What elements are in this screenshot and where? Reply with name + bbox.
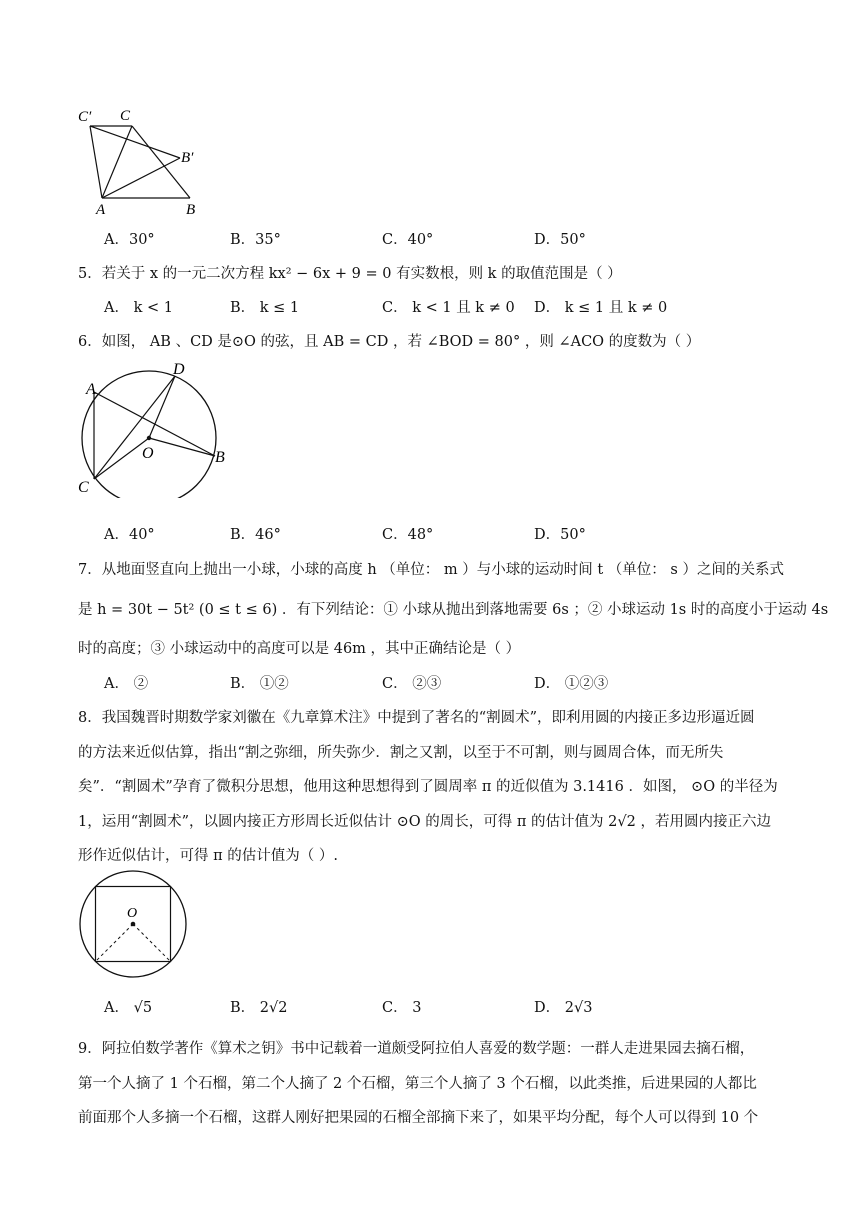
label-c: C: [78, 479, 89, 496]
q7-option-d: D． ①②③: [534, 676, 609, 692]
q7-line-1: 7．从地面竖直向上抛出一小球，小球的高度 h （单位： m ）与小球的运动时间 t （单位： s ）之间的关系式: [78, 562, 784, 578]
q6-stem: 6．如图， AB 、CD 是⊙O 的弦，且 AB = CD ，若 ∠BOD = 80° ，则 ∠ACO 的度数为（ ）: [78, 334, 701, 350]
q8-line-3: 矣”．“割圆术”孕育了微积分思想，他用这种思想得到了圆周率 π 的近似值为 3.1416 ．如图， ⊙O 的半径为: [78, 779, 778, 795]
q7-option-b: B． ①②: [230, 676, 289, 692]
q7-line-2: 是 h = 30t − 5t² (0 ≤ t ≤ 6) ．有下列结论：① 小球从抛出到落地需要 6s ；② 小球运动 1s 时的高度小于运动 4s: [78, 602, 829, 618]
q6-option-d: D．50°: [534, 527, 586, 543]
label-a: A: [96, 202, 106, 216]
q5-option-d: D． k ≤ 1 且 k ≠ 0: [534, 300, 668, 316]
q9-line-1: 9．阿拉伯数学著作《算术之钥》书中记载着一道颇受阿拉伯人喜爱的数学题：一群人走进果园去摘石榴，: [78, 1041, 755, 1057]
q4-option-c: C．40°: [382, 232, 434, 248]
q6-option-a: A．40°: [104, 527, 155, 543]
label-o: O: [127, 906, 138, 921]
q6-option-b: B．46°: [230, 527, 281, 543]
q8-line-4: 1，运用“割圆术”，以圆内接正方形周长近似估计 ⊙O 的周长，可得 π 的估计值为 2√2 ，若用圆内接正六边: [78, 814, 771, 830]
label-c: C: [120, 108, 131, 124]
q8-option-a: A． √5: [104, 1000, 153, 1016]
q8-option-d: D． 2√3: [534, 1000, 593, 1016]
q8-option-c: C． 3: [382, 1000, 422, 1016]
q7-option-c: C． ②③: [382, 676, 442, 692]
q8-option-b: B． 2√2: [230, 1000, 288, 1016]
label-o: O: [142, 445, 154, 462]
label-b: B: [215, 449, 225, 466]
q8-line-5: 形作近似估计，可得 π 的估计值为（ ）.: [78, 848, 338, 864]
q9-line-2: 第一个人摘了 1 个石榴，第二个人摘了 2 个石榴，第三个人摘了 3 个石榴，以此类推，后进果园的人都比: [78, 1076, 757, 1092]
q6-figure: [72, 358, 240, 498]
q4-figure: [72, 104, 212, 216]
q8-line-1: 8．我国魏晋时期数学家刘徽在《九章算术注》中提到了著名的“割圆术”，即利用圆的内接正多边形逼近圆: [78, 710, 755, 726]
q5-stem: 5．若关于 x 的一元二次方程 kx² − 6x + 9 = 0 有实数根，则 k 的取值范围是（ ）: [78, 266, 622, 282]
label-b: B: [186, 202, 196, 216]
label-d: D: [173, 361, 185, 378]
label-c-prime: C′: [78, 109, 92, 125]
q4-option-a: A．30°: [104, 232, 155, 248]
q4-option-b: B．35°: [230, 232, 281, 248]
q4-option-d: D．50°: [534, 232, 586, 248]
q5-option-c: C． k < 1 且 k ≠ 0: [382, 300, 515, 316]
q5-option-b: B． k ≤ 1: [230, 300, 300, 316]
label-a: A: [86, 381, 96, 398]
q8-line-2: 的方法来近似估算，指出“割之弥细，所失弥少．割之又割，以至于不可割，则与圆周合体，而无所失: [78, 745, 724, 761]
label-b-prime: B′: [181, 150, 194, 166]
q8-figure: [74, 866, 194, 982]
q9-line-3: 前面那个人多摘一个石榴，这群人刚好把果园的石榴全部摘下来了，如果平均分配，每个人可以得到 10 个: [78, 1110, 759, 1126]
q6-option-c: C．48°: [382, 527, 434, 543]
q5-option-a: A． k < 1: [104, 300, 173, 316]
q7-line-3: 时的高度；③ 小球运动中的高度可以是 46m ，其中正确结论是（ ）: [78, 641, 521, 657]
q7-option-a: A． ②: [104, 676, 149, 692]
